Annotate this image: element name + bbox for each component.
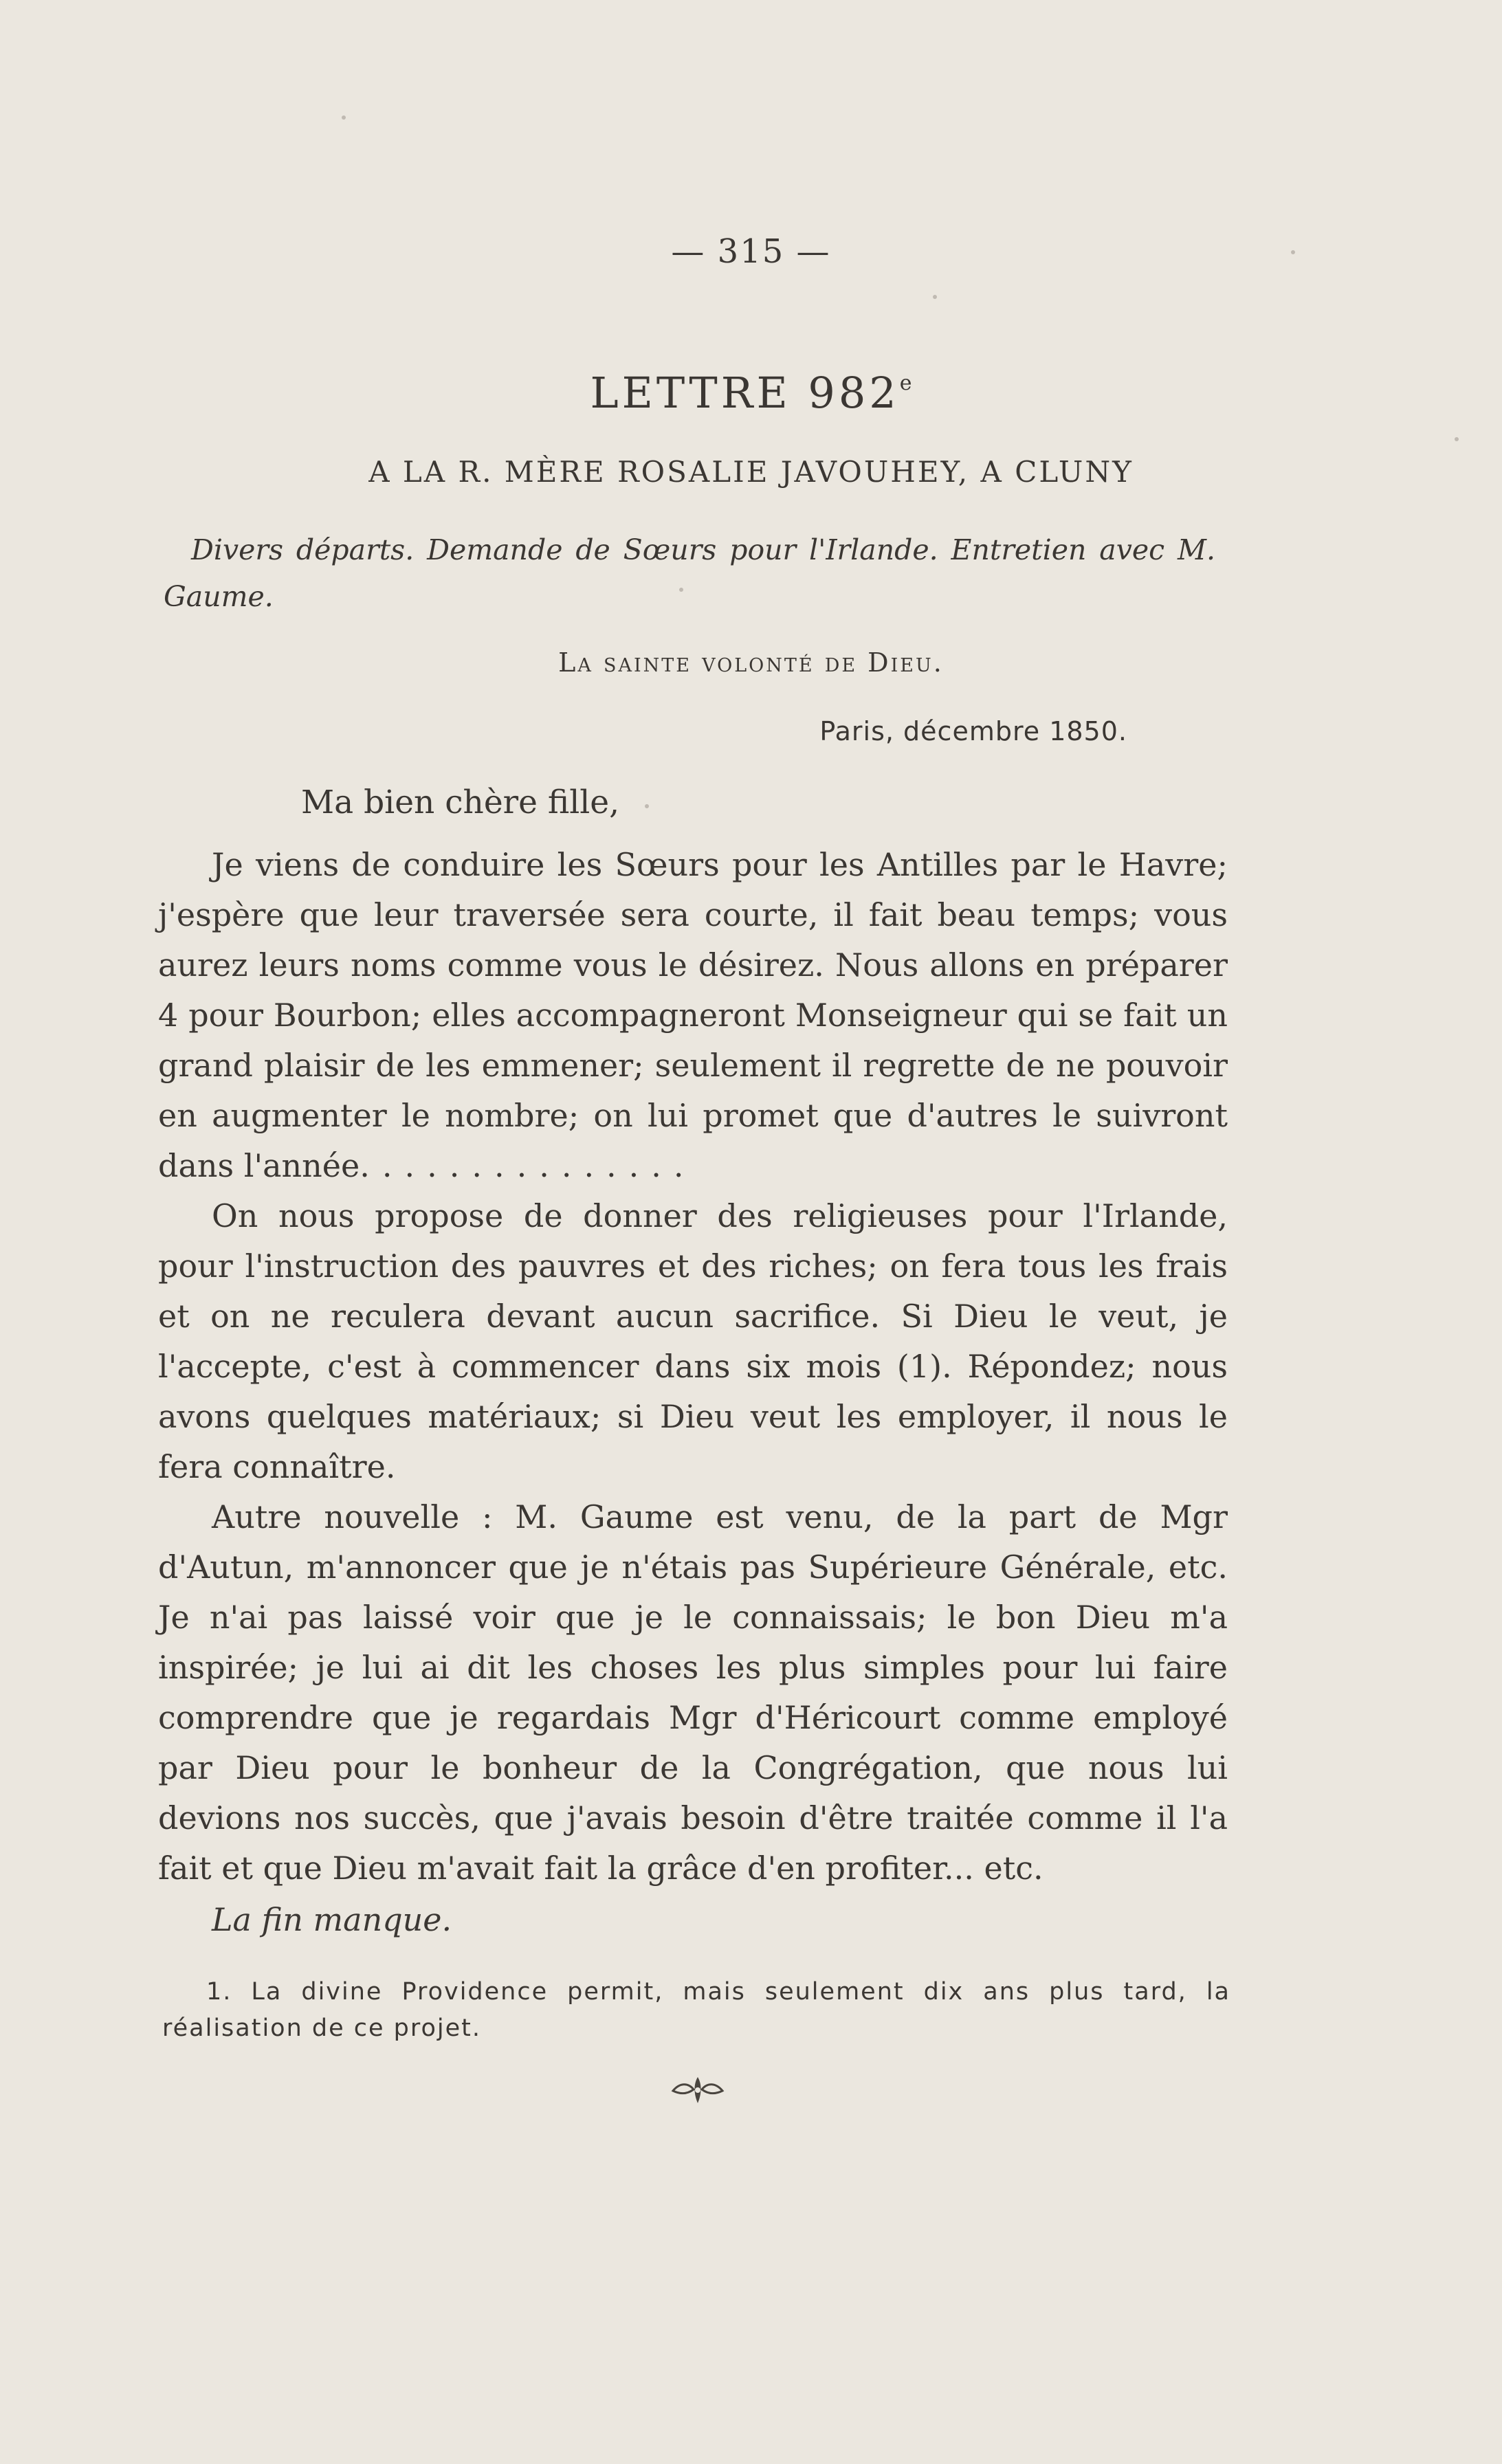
footnote: 1. La divine Providence permit, mais seulement dix ans plus tard, la réalisation de ce projet. <box>162 1978 1230 2042</box>
letter-title <box>0 368 1502 418</box>
paper-speck <box>933 295 937 299</box>
letter-recipient: A LA R. MÈRE ROSALIE JAVOUHEY, A CLUNY <box>368 455 1134 489</box>
paper-speck <box>342 115 346 120</box>
page-number: — 315 — <box>671 232 831 271</box>
paper-speck <box>645 804 649 808</box>
body-paragraph: Autre nouvelle : M. Gaume est venu, de la part de Mgr d'Autun, m'annoncer que je n'étais pas Supérieure Générale, etc. Je n'ai pas laissé voir que je le connaissais; le bon Dieu m'a inspirée; je lui ai dit les choses les plus simples pour lui faire comprendre que je regardais Mgr d'Héricourt comme employé par Dieu pour le bonheur de la Congrégation, que nous lui devions nos succès, que j'avais besoin d'être traitée comme il l'a fait et que Dieu m'avait fait la grâce d'en profiter... etc. <box>158 1498 1228 1887</box>
letter-title-text: LETTRE 982 <box>590 368 900 418</box>
omission-dots: ............... <box>360 1147 696 1184</box>
body-paragraph <box>158 840 1228 1191</box>
letter-title-suffix: e <box>899 371 912 395</box>
letter-salutation: Ma bien chère fille, <box>301 784 620 821</box>
body-paragraph: On nous propose de donner des religieuses pour l'Irlande, pour l'instruction des pauvres et des riches; on fera tous les frais et on ne reculera devant aucun sacrifice. Si Dieu le veut, je l'accepte, c'est à commencer dans six mois (1). Répondez; nous avons quelques matériaux; si Dieu veut les employer, il nous le fera connaître. <box>158 1197 1228 1485</box>
paper-speck <box>1455 437 1459 441</box>
letter-body <box>158 840 1228 1945</box>
ending-note: La fin manque. <box>212 1901 452 1938</box>
paragraph-text: Je viens de conduire les Sœurs pour les Antilles par le Havre; j'espère que leur traversée sera courte, il fait beau temps; vous aurez leurs noms comme vous le désirez. Nous allons en préparer 4 pour Bourbon; elles accompagneront Monseigneur qui se fait un grand plaisir de les emmener; seulement il regrette de ne pouvoir en augmenter le nombre; on lui promet que d'autres le suivront dans l'année <box>158 846 1228 1184</box>
fleuron-icon <box>670 2073 725 2107</box>
letter-summary: Divers départs. Demande de Sœurs pour l'Irlande. Entretien avec M. Gaume. <box>164 533 1215 613</box>
letter-dateline: Paris, décembre 1850. <box>819 716 1127 746</box>
letter-motto: La sainte volonté de Dieu. <box>558 647 944 678</box>
